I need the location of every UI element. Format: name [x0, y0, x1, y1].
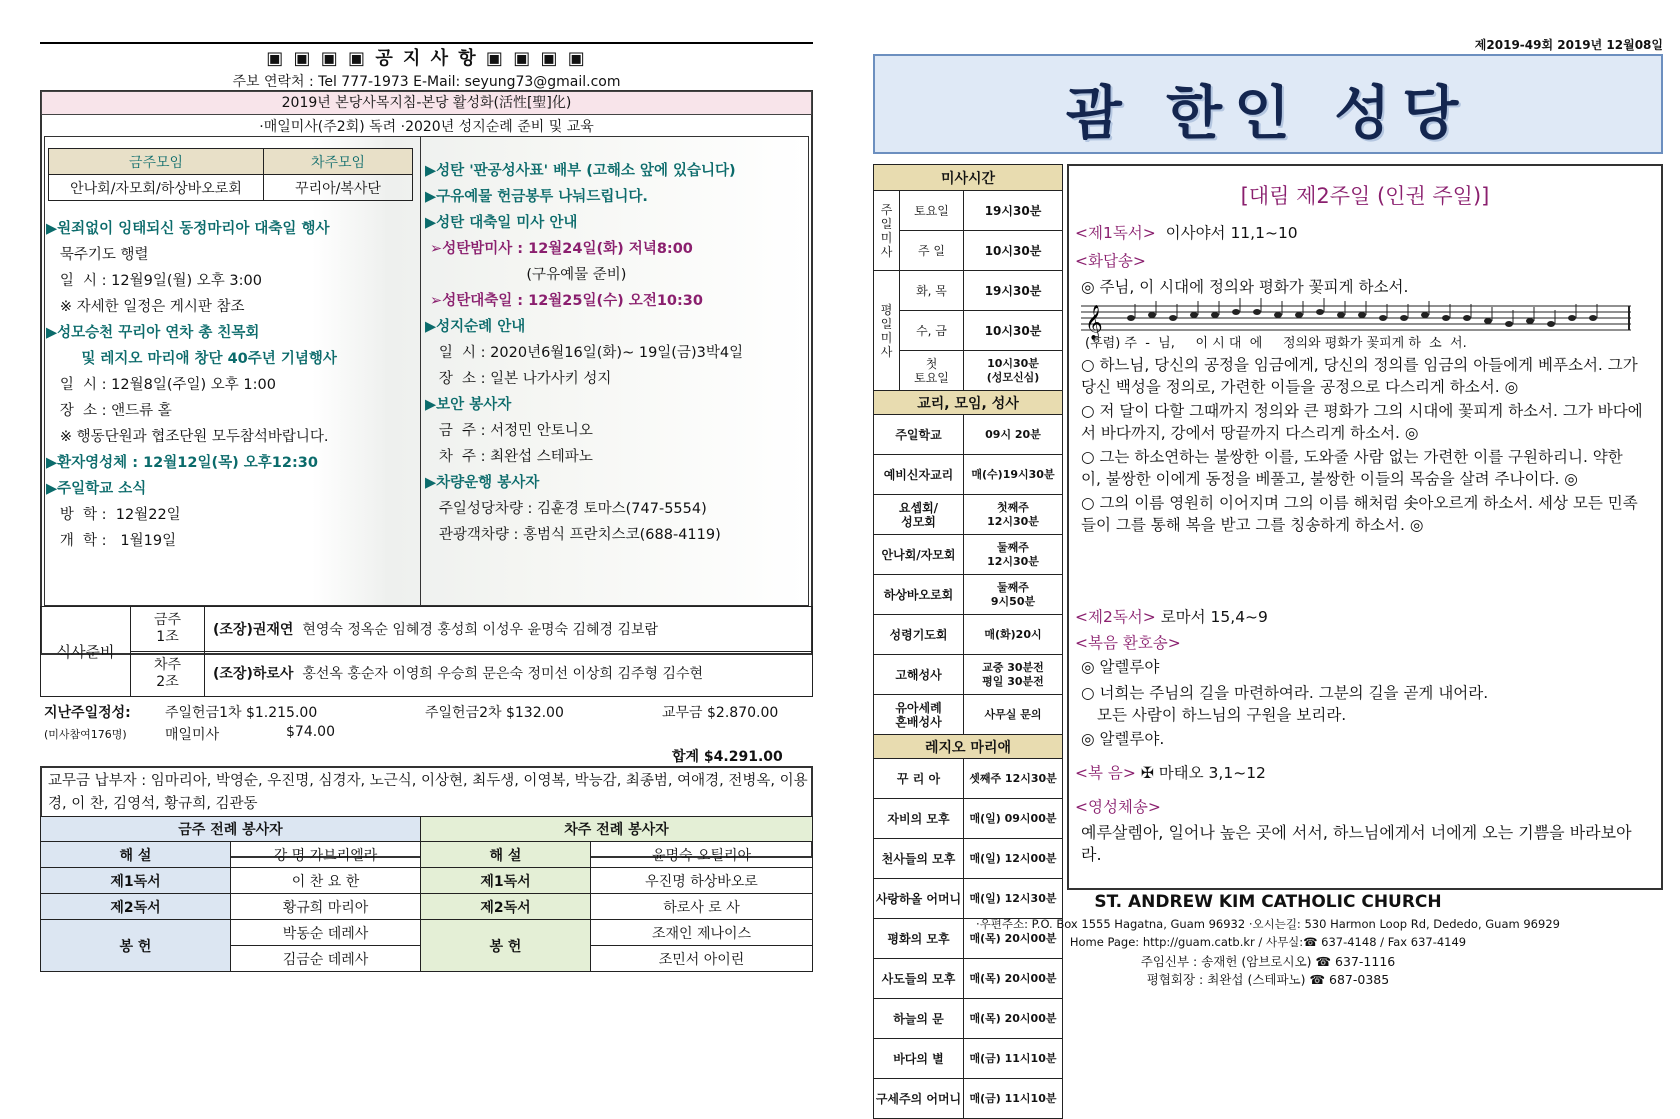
liturgy-offering-next-2: 조민서 아이린: [591, 946, 813, 972]
notice-col2-line: 일 시 : 2020년6월16일(화)~ 19일(금)3박4일: [425, 345, 744, 361]
notice-col1-line: ※ 행동단원과 협조단원 모두참석바랍니다.: [46, 429, 329, 445]
weekday-mass-label-text: 평일미사: [880, 302, 893, 359]
edu-name: 유아세례 혼배성사: [874, 695, 964, 735]
meal-leader-1: (조장)권재연: [213, 622, 294, 638]
edu-time: 둘째주 12시30분: [964, 535, 1063, 575]
notice-col2-line: 주일성당차량 : 김훈경 토마스(747-5554): [425, 501, 707, 517]
edu-name: 주일학교: [874, 415, 964, 455]
notice-col2-line: ▶구유예물 헌금봉투 나눠드립니다.: [425, 189, 648, 205]
notice-col2-line: ▶보안 봉사자: [425, 397, 512, 413]
music-note: [1274, 312, 1282, 318]
legio-time: 매(목) 20시00분: [964, 919, 1063, 959]
liturgy-offering-role-b: 봉 헌: [421, 920, 591, 972]
legio-time: 매(금) 11시10분: [964, 1039, 1063, 1079]
liturgy-role-1b: 해 설: [421, 842, 591, 868]
music-note: [1295, 312, 1303, 318]
edu-time: 매(수)19시30분: [964, 455, 1063, 495]
legio-row: [874, 1039, 1063, 1079]
legio-time: 매(일) 09시00분: [964, 799, 1063, 839]
legio-row: [874, 759, 1063, 799]
liturgy-offering-this-1: 박동순 데레사: [231, 920, 421, 946]
legio-name: 바다의 별: [874, 1039, 964, 1079]
notice-col1-line: ▶원죄없이 잉태되신 동정마리아 대축일 행사: [46, 221, 330, 237]
meal-row-1: [205, 607, 813, 652]
legio-time: 매(금) 11시10분: [964, 1079, 1063, 1119]
second-reading-ref: 로마서 15,4~9: [1160, 608, 1268, 626]
notice-col1-line: 일 시 : 12월8일(주일) 오후 1:00: [46, 377, 276, 393]
alleluia-end: ◎ 알렐루야.: [1081, 730, 1165, 748]
notice-col2-line: ➢성탄대축일 : 12월25일(수) 오전10:30: [425, 293, 703, 309]
music-note: [1589, 315, 1597, 321]
mass-time-2: 10시30분: [964, 231, 1063, 271]
notice-title: ▣ ▣ ▣ ▣ 공 지 사 항 ▣ ▣ ▣ ▣: [266, 48, 587, 69]
legio-time: 매(목) 20시00분: [964, 999, 1063, 1039]
mass-time-5: 10시30분 (성모신심): [964, 351, 1063, 391]
edu-row: [874, 535, 1063, 575]
mass-time-4: 10시30분: [964, 311, 1063, 351]
notice-col1-line: ▶환자영성체 : 12월12일(목) 오후12:30: [46, 455, 318, 471]
this-week-meeting-label: 금주모임: [49, 149, 264, 175]
psalm-verse: ○ 저 달이 다할 그때까지 정의와 큰 평화가 그의 시대에 꽃피게 하소서. 그가 바다에서 바다까지, 강에서 땅끝까지 다스리게 하소서. ◎: [1081, 402, 1643, 442]
alleluia-refrain: ◎ 알렐루야: [1081, 658, 1160, 676]
legio-name: 자비의 모후: [874, 799, 964, 839]
legio-name: 사랑하올 어머니: [874, 879, 964, 919]
liturgy-role-2b: 제1독서: [421, 868, 591, 894]
psalm-verse: ○ 하느님, 당신의 공정을 임금에게, 당신의 정의를 임금의 아들에게 베푸소서. 그가 당신 백성을 정의로, 가련한 이들을 공정으로 다스리게 하소서. ◎: [1081, 356, 1638, 396]
psalm-verse: ○ 그는 하소연하는 불쌍한 이를, 도와줄 사람 없는 가련한 이를 구원하리니. 약한 이, 불쌍한 이에게 동정을 베풀고, 불쌍한 이들의 목숨을 살려 주나이다. ◎: [1081, 448, 1623, 488]
legio-header: 레지오 마리애: [874, 735, 1063, 759]
music-note: [1253, 309, 1261, 315]
meal-row-2: [205, 652, 813, 697]
sunday-mass-label: [874, 191, 900, 271]
gospel: [1075, 762, 1266, 784]
notice-col2-line: 금 주 : 서정민 안토니오: [425, 423, 593, 439]
edu-time: 09시 20분: [964, 415, 1063, 455]
notice-page: [40, 40, 813, 985]
weekday-mass-label: [874, 271, 900, 391]
gospel-label: <복 음>: [1075, 764, 1136, 782]
church-name: 괌 한인 성당: [1065, 79, 1471, 147]
alleluia-label: <복음 환호송>: [1075, 634, 1181, 652]
finance-total: 합계 $4.291.00: [672, 749, 783, 765]
music-note: [1463, 315, 1471, 321]
edu-row: [874, 655, 1063, 695]
music-note: [1169, 315, 1177, 321]
readings-title: [대림 제2주일 (인권 주일)]: [1240, 184, 1490, 208]
notice-col2-line: 장 소 : 일본 나가사키 성지: [425, 371, 612, 387]
edu-row: [874, 455, 1063, 495]
mass-day-5: 첫 토요일: [900, 351, 964, 391]
dues-payers: 교무금 납부자 : 임마리아, 박영순, 우진명, 심경자, 노근식, 이상현, 최두생, 이영복, 박능감, 최종범, 여애경, 전병옥, 이용경, 이 찬, 김영석, 황규희, 김관동: [48, 773, 808, 812]
next-week-meeting-label: 차주모임: [264, 149, 413, 175]
column-divider: [420, 136, 421, 606]
legio-row: [874, 839, 1063, 879]
pastor: 주임신부 : 송재헌 (암브로시오) ☎ 637-1116: [1140, 954, 1396, 969]
mass-time-3: 19시30분: [964, 271, 1063, 311]
liturgy-next-2: 우진명 하상바오로: [591, 868, 813, 894]
notice-col1-line: 방 학 : 12월22일: [46, 507, 181, 523]
communion-antiphon: 예루살렘아, 일어나 높은 곳에 서서, 하느님에게서 너에게 오는 기쁨을 바라보아라.: [1081, 823, 1632, 864]
sunday-mass-label-text: 주일미사: [880, 202, 893, 259]
edu-row: [874, 695, 1063, 735]
communion-label: <영성체송>: [1075, 798, 1161, 816]
legio-name: 사도들의 모후: [874, 959, 964, 999]
church-name-en: ST. ANDREW KIM CATHOLIC CHURCH: [1094, 892, 1442, 912]
legio-row: [874, 799, 1063, 839]
edu-time: 매(화)20시: [964, 615, 1063, 655]
legio-time: 매(일) 12시30분: [964, 879, 1063, 919]
liturgy-table: [40, 816, 813, 972]
psalm-verses: [1081, 354, 1647, 538]
notice-column-2: [425, 158, 805, 548]
edu-time: 첫째주 12시30분: [964, 495, 1063, 535]
address: ·우편주소: P.O. Box 1555 Hagatna, Guam 96932 ·오시는길: 530 Harmon Loop Rd, Dededo, Guam 96929: [976, 917, 1560, 931]
legio-name: 꾸 리 아: [874, 759, 964, 799]
mass-day-2: 주 일: [900, 231, 964, 271]
edu-name: 요셉회/ 성모회: [874, 495, 964, 535]
mass-day-4: 수, 금: [900, 311, 964, 351]
legio-time: 셋째주 12시30분: [964, 759, 1063, 799]
second-reading: [1075, 606, 1268, 628]
liturgy-this-1: 강 명 가브리엘라: [231, 842, 421, 868]
mass-header: 미사시간: [874, 165, 1063, 191]
music-note: [1442, 315, 1450, 321]
notice-col1-line: 장 소 : 앤드류 홀: [46, 403, 172, 419]
edu-name: 하상바오로회: [874, 575, 964, 615]
home-page: Home Page: http://guam.catb.kr / 사무실:☎ 637-4148 / Fax 637-4149: [1069, 935, 1467, 949]
notice-col1-line: 및 레지오 마리애 창단 40주년 기념행사: [46, 351, 337, 367]
first-reading-ref: 이사야서 11,1~10: [1165, 224, 1298, 242]
finance-sunday2: 주일헌금2차 $132.00: [425, 705, 564, 721]
issue-number: 제2019-49회 2019년 12월08일: [1474, 38, 1663, 52]
legio-name: 구세주의 어머니: [874, 1079, 964, 1119]
next-week-meetings: 꾸리아/복사단: [264, 175, 413, 201]
edu-name: 고해성사: [874, 655, 964, 695]
notice-col1-line: ※ 자세한 일정은 게시판 참조: [46, 299, 245, 315]
notice-column-1: [46, 216, 418, 554]
meal-label: 식사준비: [41, 607, 131, 697]
meal-week-1: 금주 1조: [131, 607, 205, 652]
edu-name: 안나회/자모회: [874, 535, 964, 575]
legio-name: 평화의 모후: [874, 919, 964, 959]
liturgy-offering-this-2: 김금순 데레사: [231, 946, 421, 972]
liturgy-this-2: 이 찬 요 한: [231, 868, 421, 894]
notice-col1-line: 개 학 : 1월19일: [46, 533, 177, 549]
music-note: [1484, 318, 1492, 324]
edu-row: [874, 575, 1063, 615]
pastoral-goal: 2019년 본당사목지침-본당 활성화(活性[聖]化): [41, 91, 812, 115]
meal-members-1: 현영숙 정옥순 임혜경 홍성희 이성우 윤명숙 김혜경 김보람: [302, 622, 659, 638]
finance-sunday1: 주일헌금1차 $1.215.00: [165, 705, 318, 721]
svg-text:𝄞: 𝄞: [1085, 305, 1103, 340]
mass-time-1: 19시30분: [964, 191, 1063, 231]
notice-col2-line: ▶성지순례 안내: [425, 319, 526, 335]
liturgy-next-3: 하로사 로 사: [591, 894, 813, 920]
liturgy-role-3: 제2독서: [41, 894, 231, 920]
notice-col2-line: 차 주 : 최완섭 스테파노: [425, 449, 593, 465]
music-note: [1547, 321, 1555, 327]
liturgy-next-week-header: 차주 전례 봉사자: [421, 817, 813, 842]
alleluia-verse-2: 모든 사람이 하느님의 구원을 보리라.: [1097, 706, 1347, 724]
music-note: [1358, 312, 1366, 318]
notice-col2-line: (구유예물 준비): [425, 267, 627, 283]
edu-time: 사무실 문의: [964, 695, 1063, 735]
liturgy-role-3b: 제2독서: [421, 894, 591, 920]
notice-col1-line: ▶성모승천 꾸리아 연차 총 친목회: [46, 325, 260, 341]
notice-col2-line: ➢성탄밤미사 : 12월24일(화) 저녁8:00: [425, 241, 693, 257]
legio-name: 하늘의 문: [874, 999, 964, 1039]
legio-time: 매(일) 12시00분: [964, 839, 1063, 879]
goal-line: ·매일미사(주2회) 독려 ·2020년 성지순례 준비 및 교육: [259, 119, 594, 135]
music-note: [1232, 309, 1240, 315]
music-note: [1148, 312, 1156, 318]
notice-col1-line: 일 시 : 12월9일(월) 오후 3:00: [46, 273, 262, 289]
finance-daily-label: 매일미사: [165, 727, 220, 743]
edu-rows: [874, 415, 1063, 735]
meal-members-2: 홍선옥 홍순자 이영희 우승희 문은숙 정미선 이상희 김주형 김수현: [302, 666, 704, 682]
edu-row: [874, 615, 1063, 655]
alleluia-verse: ○ 너희는 주님의 길을 마련하여라. 그분의 길을 곧게 내어라.: [1081, 684, 1489, 702]
liturgy-this-3: 황규희 마리아: [231, 894, 421, 920]
notice-col1-line: ▶주일학교 소식: [46, 481, 147, 497]
music-note: [1337, 312, 1345, 318]
music-note: [1400, 315, 1408, 321]
first-reading-label: <제1독서>: [1075, 224, 1156, 242]
first-reading: [1075, 222, 1298, 244]
finance-attendance: (미사참여176명): [44, 728, 127, 741]
finance-dues: 교무금 $2.870.00: [662, 705, 779, 721]
notice-col2-line: ▶성탄 대축일 미사 안내: [425, 215, 578, 231]
meal-leader-2: (조장)하로사: [213, 666, 294, 682]
this-week-meetings: 안나회/자모회/하상바오로회: [49, 175, 264, 201]
meetings-table: [48, 148, 413, 201]
psalm-verse: ○ 그의 이름 영원히 이어지며 그의 이름 해처럼 솟아오르게 하소서. 세상 모든 민족들이 그를 통해 복을 받고 그를 칭송하게 하소서. ◎: [1081, 494, 1638, 534]
liturgy-offering-role: 봉 헌: [41, 920, 231, 972]
legio-name: 천사들의 모후: [874, 839, 964, 879]
edu-name: 성령기도회: [874, 615, 964, 655]
edu-header: 교리, 모임, 성사: [874, 391, 1063, 415]
music-note: [1190, 312, 1198, 318]
notice-col2-line: 관광객차량 : 홍범식 프란치스코(688-4119): [425, 527, 721, 543]
legio-time: 매(목) 20시00분: [964, 959, 1063, 999]
notice-col2-line: ▶성탄 '판공성사표' 배부 (고해소 앞에 있습니다): [425, 163, 736, 179]
music-note: [1568, 315, 1576, 321]
edu-name: 예비신자교리: [874, 455, 964, 495]
edu-row: [874, 495, 1063, 535]
psalm-label: <화답송>: [1075, 252, 1146, 270]
music-note: [1316, 309, 1324, 315]
meal-prep-table: [40, 606, 813, 697]
edu-time: 교중 30분전 평일 30분전: [964, 655, 1063, 695]
legio-row: [874, 1079, 1063, 1119]
legio-row: [874, 999, 1063, 1039]
mass-day-3: 화, 목: [900, 271, 964, 311]
edu-time: 둘째주 9시50분: [964, 575, 1063, 615]
liturgy-role-2: 제1독서: [41, 868, 231, 894]
music-note: [1526, 318, 1534, 324]
notice-col2-line: ▶차량운행 봉사자: [425, 475, 540, 491]
music-note: [1127, 315, 1135, 321]
finance-daily: $74.00: [286, 724, 335, 740]
psalm-refrain: ◎ 주님, 이 시대에 정의와 평화가 꽃피게 하소서.: [1081, 278, 1409, 296]
notice-col1-line: 묵주기도 행렬: [46, 247, 149, 263]
music-note: [1211, 312, 1219, 318]
liturgy-offering-next-1: 조재인 제나이스: [591, 920, 813, 946]
finance-label: 지난주일정성:: [44, 705, 131, 721]
contact-line: 주보 연락처 : Tel 777-1973 E-Mail: seyung73@gmail.com: [232, 74, 621, 90]
music-note: [1505, 321, 1513, 327]
second-reading-label: <제2독서>: [1075, 608, 1156, 626]
bulletin-page: [873, 36, 1663, 1106]
music-note: [1379, 315, 1387, 321]
meal-week-2: 차주 2조: [131, 652, 205, 697]
liturgy-role-1: 해 설: [41, 842, 231, 868]
gospel-ref: ✠ 마태오 3,1~12: [1140, 764, 1266, 782]
edu-row: [874, 415, 1063, 455]
mass-day-1: 토요일: [900, 191, 964, 231]
psalm-music-lyric: (후렴) 주 - 님, 이 시 대 에 정의와 평화가 꽃피게 하 소 서.: [1085, 336, 1467, 351]
liturgy-next-1: 윤명숙 오틸리아: [591, 842, 813, 868]
liturgy-this-week-header: 금주 전례 봉사자: [41, 817, 421, 842]
music-note: [1421, 312, 1429, 318]
council-president: 평협회장 : 최완섭 (스테파노) ☎ 687-0385: [1146, 972, 1390, 987]
